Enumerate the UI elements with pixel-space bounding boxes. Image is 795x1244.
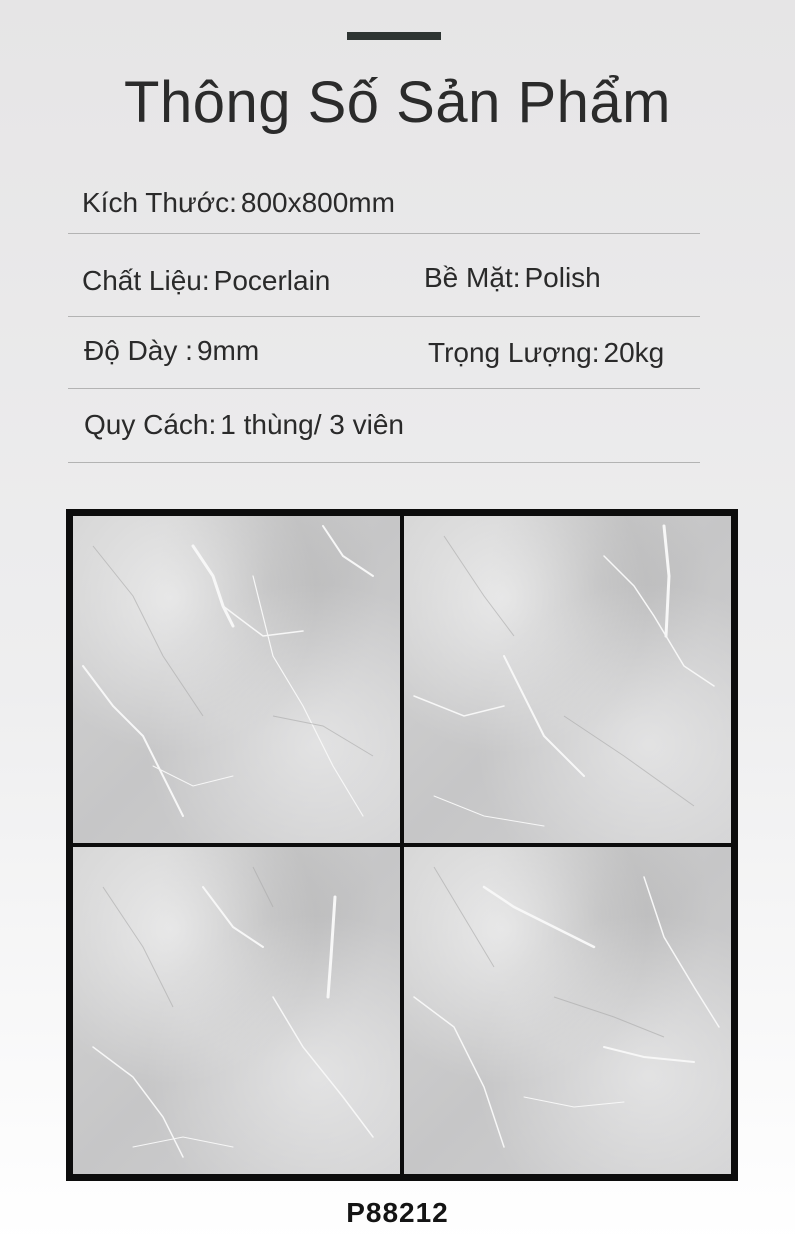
spec-row-size [68, 170, 700, 234]
marble-veins [73, 516, 400, 843]
marble-veins [73, 847, 400, 1174]
surface-label: Bề Mặt: [424, 262, 521, 293]
spec-row-material-surface [68, 234, 700, 317]
spec-table [68, 170, 700, 463]
marble-tile [73, 847, 400, 1174]
material-value: Pocerlain [213, 265, 331, 296]
marble-veins [404, 516, 731, 843]
thickness-value: 9mm [196, 335, 260, 366]
marble-tile-preview [66, 509, 738, 1181]
weight-value: 20kg [603, 337, 665, 368]
marble-tile [404, 516, 731, 843]
marble-veins [404, 847, 731, 1174]
marble-tile [404, 847, 731, 1174]
decorative-top-bar [347, 32, 441, 40]
product-code: P88212 [346, 1197, 449, 1228]
page-title: Thông Số Sản Phẩm [124, 70, 671, 135]
surface-value: Polish [524, 262, 601, 293]
weight-label: Trọng Lượng: [428, 337, 600, 368]
spec-row-packing [68, 389, 700, 463]
size-value: 800x800mm [240, 187, 395, 218]
packing-label: Quy Cách: [84, 409, 217, 440]
material-label: Chất Liệu: [82, 265, 210, 296]
thickness-label: Độ Dày : [84, 335, 193, 366]
spec-row-thickness-weight [68, 317, 700, 389]
marble-tile [73, 516, 400, 843]
size-label: Kích Thước: [82, 187, 237, 218]
packing-value: 1 thùng/ 3 viên [220, 409, 404, 440]
